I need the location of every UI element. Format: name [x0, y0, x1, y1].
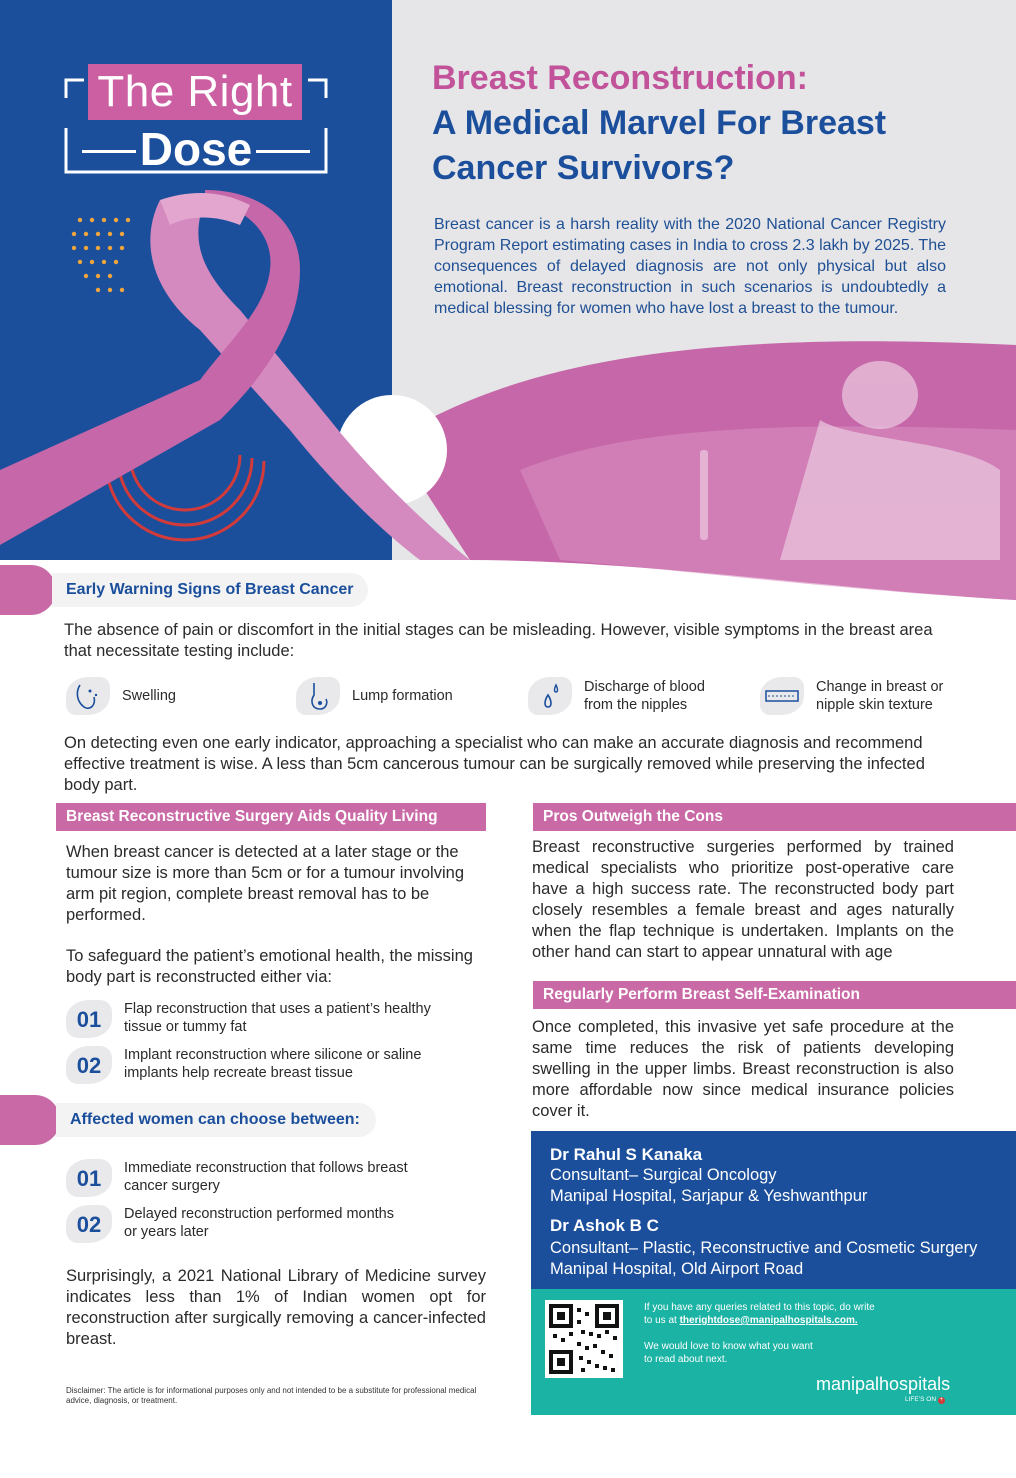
symptom-lump [296, 676, 453, 716]
logo-dash-right [256, 150, 310, 153]
dots-accent [72, 218, 130, 292]
tagline-text: LIFE’S ON [905, 1396, 937, 1403]
symptom-discharge [528, 676, 705, 716]
section-pill-accent [0, 1095, 60, 1145]
contact-prefix: to us at [644, 1315, 680, 1326]
symptom-label [816, 678, 943, 714]
plus-badge-icon: + [939, 1397, 944, 1403]
intro-paragraph: Breast cancer is a harsh reality with the 2020 National Cancer Registry Program Report estimating cases in India to cross 2.3 lakh by 2025. The consequences of delayed diagnosis are not only physical but also emotional. Breast reconstruction in such scenarios is undoubtedly a medical blessing for women who have lost a breast to the tumour. [434, 216, 946, 317]
title-line-pink: Breast Reconstruction: [432, 59, 808, 97]
doctor-name: Dr Ashok B C [550, 1216, 659, 1235]
section-pill-accent [0, 565, 56, 615]
quality-living-para2: To safeguard the patient’s emotional health, the missing body part is reconstructed either via: [66, 947, 473, 986]
list-item [66, 1159, 486, 1199]
early-signs-followup: On detecting even one early indicator, approaching a specialist who can make an accurate diagnosis and recommend effective treatment is wise. A less than 5cm cancerous tumour can be surgically removed while preserving the infected body part. [64, 734, 925, 794]
list-item-text [124, 1000, 464, 1036]
list-item-text [124, 1159, 464, 1195]
manipal-brand-logo: manipalhospitals [816, 1374, 951, 1394]
list-item-text [124, 1046, 464, 1082]
early-signs-heading: Early Warning Signs of Breast Cancer [52, 573, 368, 607]
contact-email-link[interactable]: therightdose@manipalhospitals.com. [679, 1315, 858, 1326]
contact-line-3: We would love to know what you want [644, 1341, 813, 1352]
list-item-line1: Immediate reconstruction that follows breast [124, 1160, 408, 1176]
list-item-line2: cancer surgery [124, 1178, 220, 1194]
contact-line-1: If you have any queries related to this topic, do write [644, 1302, 875, 1313]
doctor-role: Consultant– Plastic, Reconstructive and Cosmetic Surgery [550, 1239, 978, 1257]
logo-line-2: Dose [139, 123, 253, 175]
contact-line-4: to read about next. [644, 1354, 728, 1365]
title-line-blue-1: A Medical Marvel For Breast [432, 104, 887, 142]
number-badge: 01 [66, 1000, 112, 1038]
pros-heading: Pros Outweigh the Cons [533, 803, 1016, 831]
early-signs-intro: The absence of pain or discomfort in the initial stages can be misleading. However, visible symptoms in the breast area that necessitate testing include: [64, 621, 933, 660]
lump-icon [296, 677, 340, 715]
survey-paragraph: Surprisingly, a 2021 National Library of Medicine survey indicates less than 1% of Indian women opt for reconstruction after surgically removing a cancer-infected breast. [66, 1267, 486, 1348]
title-line-blue-2: Cancer Survivors? [432, 149, 735, 187]
list-item-line2: implants help recreate breast tissue [124, 1065, 353, 1081]
symptom-label-line1: Change in breast or [816, 679, 944, 695]
doctor-hospital: Manipal Hospital, Old Airport Road [550, 1260, 804, 1278]
skin-texture-icon [760, 677, 804, 715]
logo-line-1: The Right [88, 64, 302, 120]
number-badge: 02 [66, 1205, 112, 1243]
choose-heading: Affected women can choose between: [56, 1103, 376, 1137]
list-item-line1: Flap reconstruction that uses a patient’s healthy [124, 1001, 431, 1017]
disclaimer: Disclaimer: The article is for informational purposes only and not intended to be a substitute for professional medical advice, diagnosis, or treatment. [66, 1386, 477, 1405]
number-badge: 02 [66, 1046, 112, 1084]
contact-line-2 [644, 1314, 858, 1327]
qr-code-icon[interactable] [545, 1300, 623, 1378]
self-exam-heading: Regularly Perform Breast Self-Examination [533, 981, 1016, 1009]
list-item-line2: tissue or tummy fat [124, 1019, 247, 1035]
symptom-label-line2: from the nipples [584, 697, 688, 713]
symptom-label-line1: Discharge of blood [584, 679, 705, 695]
drops-icon [528, 677, 572, 715]
list-item-line2: or years later [124, 1224, 209, 1240]
quality-living-heading: Breast Reconstructive Surgery Aids Quality Living [56, 803, 486, 831]
symptom-swelling [66, 676, 176, 716]
pros-paragraph: Breast reconstructive surgeries performed by trained medical specialists who prioritize post-operative care have a high success rate. The reconstructed body part closely resembles a female breast and ages naturally when the flap technique is undertaken. Implants on the other hand can start to appear unnatural with age [532, 838, 954, 961]
symptom-label: Lump formation [352, 688, 453, 704]
list-item [66, 1000, 486, 1040]
list-item [66, 1046, 486, 1086]
the-right-dose-logo [62, 58, 330, 176]
list-item-text [124, 1205, 464, 1241]
doctor-name: Dr Rahul S Kanaka [550, 1145, 703, 1164]
list-item-line1: Delayed reconstruction performed months [124, 1206, 394, 1222]
page-title [432, 56, 992, 191]
quality-living-para1: When breast cancer is detected at a later stage or the tumour size is more than 5cm or for a tumour involving arm pit region, complete breast removal has to be performed. [66, 843, 464, 924]
doctor-hospital: Manipal Hospital, Sarjapur & Yeshwanthpur [550, 1187, 868, 1205]
list-item [66, 1205, 486, 1245]
swelling-icon [66, 677, 110, 715]
symptom-label [584, 678, 705, 714]
list-item-line1: Implant reconstruction where silicone or saline [124, 1047, 422, 1063]
self-exam-paragraph: Once completed, this invasive yet safe procedure at the same time reduces the risk of patients developing swelling in the upper limbs. Breast reconstruction is also more affordable now since medical insurance policies cover it. [532, 1018, 954, 1120]
symptom-label: Swelling [122, 688, 176, 704]
symptom-label-line2: nipple skin texture [816, 697, 933, 713]
number-badge: 01 [66, 1159, 112, 1197]
brand-tagline [905, 1396, 945, 1404]
symptom-skin-texture [760, 676, 943, 716]
doctor-role: Consultant– Surgical Oncology [550, 1166, 777, 1184]
